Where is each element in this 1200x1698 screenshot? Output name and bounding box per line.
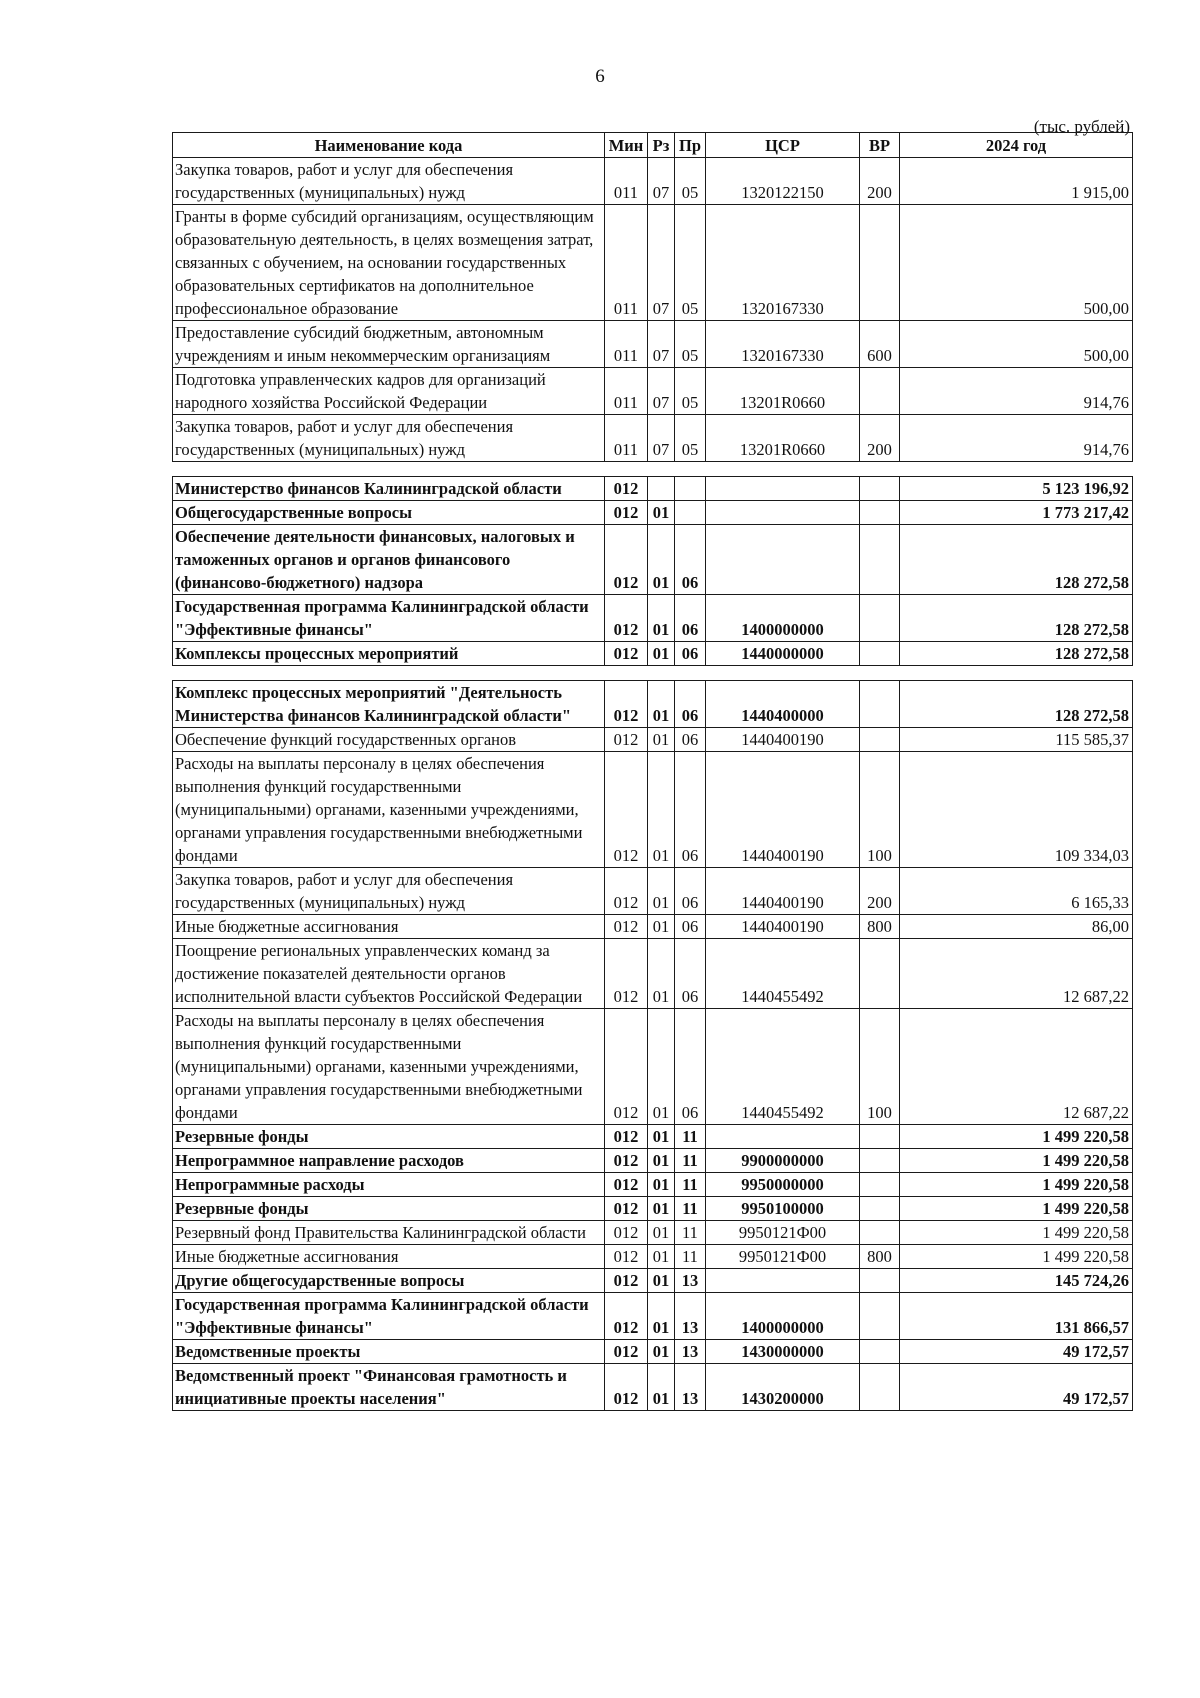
cell-rz: 07 <box>648 321 675 368</box>
cell-name: Другие общегосударственные вопросы <box>173 1269 605 1293</box>
cell-csr <box>706 477 860 501</box>
cell-amount: 1 773 217,42 <box>900 501 1133 525</box>
cell-name: Подготовка управленческих кадров для организаций народного хозяйства Российской Федерации <box>173 368 605 415</box>
cell-min: 012 <box>605 1009 648 1125</box>
cell-name: Государственная программа Калининградской области "Эффективные финансы" <box>173 595 605 642</box>
cell-name: Резервные фонды <box>173 1197 605 1221</box>
cell-rz: 01 <box>648 1009 675 1125</box>
cell-min: 012 <box>605 1173 648 1197</box>
cell-pr <box>675 501 706 525</box>
cell-pr: 11 <box>675 1173 706 1197</box>
cell-vr: 800 <box>860 915 900 939</box>
cell-amount: 1 915,00 <box>900 158 1133 205</box>
cell-min: 012 <box>605 681 648 728</box>
cell-rz: 07 <box>648 158 675 205</box>
cell-pr: 13 <box>675 1340 706 1364</box>
table-row <box>173 1293 1133 1340</box>
cell-vr <box>860 205 900 321</box>
cell-name: Иные бюджетные ассигнования <box>173 915 605 939</box>
cell-amount: 145 724,26 <box>900 1269 1133 1293</box>
cell-amount: 128 272,58 <box>900 525 1133 595</box>
cell-min: 011 <box>605 415 648 462</box>
cell-csr: 9950000000 <box>706 1173 860 1197</box>
cell-rz: 01 <box>648 915 675 939</box>
header-pr: Пр <box>675 133 706 158</box>
cell-rz: 01 <box>648 1269 675 1293</box>
cell-amount: 1 499 220,58 <box>900 1245 1133 1269</box>
cell-min: 012 <box>605 868 648 915</box>
cell-rz: 01 <box>648 1149 675 1173</box>
cell-min: 012 <box>605 1340 648 1364</box>
table-row <box>173 1125 1133 1149</box>
cell-vr: 200 <box>860 158 900 205</box>
cell-min: 012 <box>605 501 648 525</box>
cell-rz: 07 <box>648 205 675 321</box>
units-label: (тыс. рублей) <box>1033 117 1130 136</box>
cell-name: Ведомственные проекты <box>173 1340 605 1364</box>
cell-rz <box>648 477 675 501</box>
cell-pr: 13 <box>675 1269 706 1293</box>
cell-min: 011 <box>605 321 648 368</box>
cell-csr: 9900000000 <box>706 1149 860 1173</box>
cell-name: Закупка товаров, работ и услуг для обеспечения государственных (муниципальных) нужд <box>173 415 605 462</box>
cell-rz: 01 <box>648 525 675 595</box>
cell-vr <box>860 477 900 501</box>
table-row <box>173 595 1133 642</box>
cell-name: Обеспечение функций государственных органов <box>173 728 605 752</box>
cell-rz: 01 <box>648 1125 675 1149</box>
cell-vr <box>860 1364 900 1411</box>
cell-rz: 01 <box>648 1293 675 1340</box>
cell-rz: 01 <box>648 595 675 642</box>
cell-pr: 05 <box>675 158 706 205</box>
cell-csr: 1440400190 <box>706 915 860 939</box>
cell-min: 011 <box>605 368 648 415</box>
cell-amount: 12 687,22 <box>900 939 1133 1009</box>
cell-csr: 1440000000 <box>706 642 860 666</box>
cell-amount: 128 272,58 <box>900 681 1133 728</box>
table-row <box>173 321 1133 368</box>
cell-min: 012 <box>605 939 648 1009</box>
table-row <box>173 939 1133 1009</box>
cell-vr <box>860 1293 900 1340</box>
cell-pr: 11 <box>675 1245 706 1269</box>
cell-min: 012 <box>605 728 648 752</box>
table-row <box>173 368 1133 415</box>
cell-pr: 13 <box>675 1364 706 1411</box>
table-row <box>173 158 1133 205</box>
header-rz: Рз <box>648 133 675 158</box>
spacer-cell <box>173 666 1133 681</box>
cell-amount: 914,76 <box>900 368 1133 415</box>
cell-pr: 06 <box>675 1009 706 1125</box>
cell-min: 012 <box>605 1293 648 1340</box>
cell-name: Расходы на выплаты персоналу в целях обеспечения выполнения функций государственными (муниципальными) органами, казенными учреждениями, органами управления государственными внебюджетными фондами <box>173 1009 605 1125</box>
cell-amount: 115 585,37 <box>900 728 1133 752</box>
cell-vr <box>860 1125 900 1149</box>
table-row <box>173 205 1133 321</box>
cell-amount: 1 499 220,58 <box>900 1173 1133 1197</box>
cell-name: Общегосударственные вопросы <box>173 501 605 525</box>
cell-name: Поощрение региональных управленческих команд за достижение показателей деятельности органов исполнительной власти субъектов Российской Федерации <box>173 939 605 1009</box>
cell-pr: 05 <box>675 321 706 368</box>
cell-rz: 01 <box>648 1364 675 1411</box>
cell-name: Гранты в форме субсидий организациям, осуществляющим образовательную деятельность, в целях возмещения затрат, связанных с обучением, на основании государственных образовательных сертификатов на дополнительное профессиональное образование <box>173 205 605 321</box>
table-row <box>173 642 1133 666</box>
cell-min: 012 <box>605 752 648 868</box>
cell-vr <box>860 642 900 666</box>
cell-vr <box>860 939 900 1009</box>
cell-min: 012 <box>605 595 648 642</box>
cell-vr: 100 <box>860 1009 900 1125</box>
header-csr: ЦСР <box>706 133 860 158</box>
cell-csr: 13201R0660 <box>706 368 860 415</box>
cell-pr: 06 <box>675 525 706 595</box>
table-row <box>173 415 1133 462</box>
cell-name: Предоставление субсидий бюджетным, автономным учреждениям и иным некоммерческим организациям <box>173 321 605 368</box>
cell-min: 011 <box>605 158 648 205</box>
spacer-row <box>173 462 1133 477</box>
table-row <box>173 752 1133 868</box>
spacer-row <box>173 666 1133 681</box>
cell-min: 012 <box>605 1197 648 1221</box>
cell-name: Резервный фонд Правительства Калининградской области <box>173 1221 605 1245</box>
cell-rz: 01 <box>648 1245 675 1269</box>
cell-name: Министерство финансов Калининградской области <box>173 477 605 501</box>
page-number: 6 <box>595 66 605 87</box>
table-row <box>173 868 1133 915</box>
cell-min: 012 <box>605 1125 648 1149</box>
cell-rz: 01 <box>648 681 675 728</box>
cell-name: Комплексы процессных мероприятий <box>173 642 605 666</box>
cell-csr: 1440455492 <box>706 1009 860 1125</box>
cell-min: 012 <box>605 1245 648 1269</box>
cell-min: 012 <box>605 915 648 939</box>
cell-csr: 1400000000 <box>706 595 860 642</box>
cell-csr: 1440400190 <box>706 752 860 868</box>
cell-vr <box>860 1149 900 1173</box>
cell-vr <box>860 501 900 525</box>
cell-pr: 06 <box>675 681 706 728</box>
cell-amount: 49 172,57 <box>900 1364 1133 1411</box>
cell-pr: 13 <box>675 1293 706 1340</box>
table-row <box>173 1009 1133 1125</box>
cell-name: Государственная программа Калининградской области "Эффективные финансы" <box>173 1293 605 1340</box>
table-row <box>173 1245 1133 1269</box>
cell-rz: 07 <box>648 368 675 415</box>
cell-pr: 11 <box>675 1197 706 1221</box>
cell-rz: 01 <box>648 501 675 525</box>
cell-vr: 800 <box>860 1245 900 1269</box>
cell-pr: 06 <box>675 752 706 868</box>
cell-rz: 07 <box>648 415 675 462</box>
cell-amount: 1 499 220,58 <box>900 1221 1133 1245</box>
table-row <box>173 525 1133 595</box>
cell-csr: 9950100000 <box>706 1197 860 1221</box>
cell-csr: 1440400190 <box>706 868 860 915</box>
cell-amount: 49 172,57 <box>900 1340 1133 1364</box>
cell-vr <box>860 1340 900 1364</box>
cell-vr <box>860 1197 900 1221</box>
cell-name: Непрограммные расходы <box>173 1173 605 1197</box>
cell-pr: 06 <box>675 728 706 752</box>
cell-vr <box>860 595 900 642</box>
cell-vr <box>860 525 900 595</box>
cell-min: 012 <box>605 525 648 595</box>
cell-min: 011 <box>605 205 648 321</box>
cell-csr: 1430200000 <box>706 1364 860 1411</box>
cell-pr: 06 <box>675 915 706 939</box>
table-row <box>173 1364 1133 1411</box>
cell-csr: 9950121Ф00 <box>706 1245 860 1269</box>
table-body <box>173 158 1133 1411</box>
cell-csr: 9950121Ф00 <box>706 1221 860 1245</box>
header-name: Наименование кода <box>173 133 605 158</box>
cell-vr <box>860 1269 900 1293</box>
cell-csr <box>706 501 860 525</box>
table-row <box>173 1221 1133 1245</box>
cell-name: Обеспечение деятельности финансовых, налоговых и таможенных органов и органов финансового (финансово-бюджетного) надзора <box>173 525 605 595</box>
cell-csr: 13201R0660 <box>706 415 860 462</box>
cell-rz: 01 <box>648 1173 675 1197</box>
cell-pr: 11 <box>675 1149 706 1173</box>
cell-name: Иные бюджетные ассигнования <box>173 1245 605 1269</box>
cell-amount: 131 866,57 <box>900 1293 1133 1340</box>
cell-name: Ведомственный проект "Финансовая грамотность и инициативные проекты населения" <box>173 1364 605 1411</box>
cell-pr <box>675 477 706 501</box>
cell-name: Закупка товаров, работ и услуг для обеспечения государственных (муниципальных) нужд <box>173 868 605 915</box>
cell-pr: 11 <box>675 1221 706 1245</box>
cell-amount: 914,76 <box>900 415 1133 462</box>
cell-vr <box>860 1221 900 1245</box>
header-min: Мин <box>605 133 648 158</box>
table-row <box>173 1269 1133 1293</box>
table-row <box>173 501 1133 525</box>
cell-pr: 06 <box>675 642 706 666</box>
cell-vr <box>860 368 900 415</box>
spacer-cell <box>173 462 1133 477</box>
cell-rz: 01 <box>648 939 675 1009</box>
cell-vr: 200 <box>860 868 900 915</box>
table-header-row <box>173 133 1133 158</box>
cell-csr: 1440400190 <box>706 728 860 752</box>
table-row <box>173 728 1133 752</box>
cell-amount: 6 165,33 <box>900 868 1133 915</box>
cell-pr: 05 <box>675 205 706 321</box>
cell-min: 012 <box>605 642 648 666</box>
cell-csr: 1320122150 <box>706 158 860 205</box>
cell-amount: 1 499 220,58 <box>900 1149 1133 1173</box>
cell-amount: 128 272,58 <box>900 595 1133 642</box>
table-row <box>173 477 1133 501</box>
table-row <box>173 1173 1133 1197</box>
cell-min: 012 <box>605 1221 648 1245</box>
cell-amount: 5 123 196,92 <box>900 477 1133 501</box>
header-year: 2024 год <box>900 133 1133 158</box>
cell-rz: 01 <box>648 728 675 752</box>
cell-amount: 1 499 220,58 <box>900 1125 1133 1149</box>
cell-amount: 1 499 220,58 <box>900 1197 1133 1221</box>
cell-min: 012 <box>605 1364 648 1411</box>
cell-vr: 200 <box>860 415 900 462</box>
cell-name: Закупка товаров, работ и услуг для обеспечения государственных (муниципальных) нужд <box>173 158 605 205</box>
cell-vr <box>860 728 900 752</box>
cell-csr: 1400000000 <box>706 1293 860 1340</box>
cell-min: 012 <box>605 1149 648 1173</box>
table-row <box>173 1340 1133 1364</box>
cell-amount: 500,00 <box>900 205 1133 321</box>
cell-amount: 86,00 <box>900 915 1133 939</box>
cell-csr: 1320167330 <box>706 205 860 321</box>
cell-csr <box>706 1269 860 1293</box>
cell-vr: 100 <box>860 752 900 868</box>
cell-amount: 12 687,22 <box>900 1009 1133 1125</box>
cell-pr: 06 <box>675 868 706 915</box>
cell-pr: 05 <box>675 415 706 462</box>
cell-csr <box>706 525 860 595</box>
table-row <box>173 681 1133 728</box>
cell-csr <box>706 1125 860 1149</box>
cell-name: Резервные фонды <box>173 1125 605 1149</box>
cell-pr: 11 <box>675 1125 706 1149</box>
cell-csr: 1320167330 <box>706 321 860 368</box>
cell-amount: 109 334,03 <box>900 752 1133 868</box>
cell-csr: 1440400000 <box>706 681 860 728</box>
cell-rz: 01 <box>648 752 675 868</box>
cell-csr: 1430000000 <box>706 1340 860 1364</box>
cell-vr <box>860 1173 900 1197</box>
cell-amount: 128 272,58 <box>900 642 1133 666</box>
cell-rz: 01 <box>648 1197 675 1221</box>
cell-amount: 500,00 <box>900 321 1133 368</box>
cell-rz: 01 <box>648 1221 675 1245</box>
cell-vr <box>860 681 900 728</box>
cell-name: Расходы на выплаты персоналу в целях обеспечения выполнения функций государственными (муниципальными) органами, казенными учреждениями, органами управления государственными внебюджетными фондами <box>173 752 605 868</box>
cell-pr: 06 <box>675 939 706 1009</box>
cell-csr: 1440455492 <box>706 939 860 1009</box>
cell-rz: 01 <box>648 1340 675 1364</box>
cell-min: 012 <box>605 477 648 501</box>
cell-pr: 05 <box>675 368 706 415</box>
header-vr: ВР <box>860 133 900 158</box>
cell-name: Непрограммное направление расходов <box>173 1149 605 1173</box>
budget-table <box>172 132 1133 1411</box>
table-row <box>173 1197 1133 1221</box>
cell-pr: 06 <box>675 595 706 642</box>
table-row <box>173 915 1133 939</box>
table-row <box>173 1149 1133 1173</box>
cell-min: 012 <box>605 1269 648 1293</box>
cell-rz: 01 <box>648 642 675 666</box>
cell-name: Комплекс процессных мероприятий "Деятельность Министерства финансов Калининградской области" <box>173 681 605 728</box>
cell-vr: 600 <box>860 321 900 368</box>
cell-rz: 01 <box>648 868 675 915</box>
